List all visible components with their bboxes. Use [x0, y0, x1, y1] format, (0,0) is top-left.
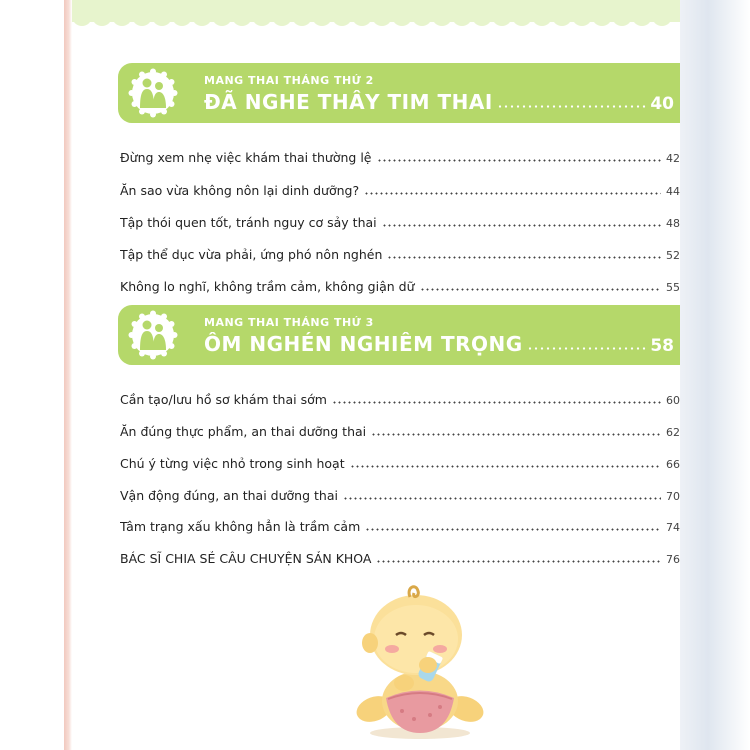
toc-entry[interactable] — [120, 551, 680, 566]
dot-leader — [365, 528, 661, 531]
dot-leader — [377, 159, 662, 162]
toc-entry[interactable] — [120, 150, 680, 165]
dot-leader — [343, 497, 661, 500]
dot-leader — [376, 560, 661, 563]
dot-leader — [527, 347, 647, 350]
section-title: ỐM NGHÉN NGHIÊM TRỌNG — [204, 332, 523, 356]
toc-entry-text: Đừng xem nhẹ việc khám thai thường lệ — [120, 150, 372, 165]
toc-entry[interactable] — [120, 183, 680, 198]
toc-entry-text: Tập thói quen tốt, tránh nguy cơ sảy thai — [120, 215, 377, 230]
toc-entry-page: 76 — [666, 553, 680, 566]
toc-entry[interactable] — [120, 488, 680, 503]
toc-entry-text: Ăn sao vừa không nôn lại dinh dưỡng? — [120, 183, 360, 198]
toc-entry[interactable] — [120, 215, 680, 230]
section-page-number: 40 — [650, 94, 674, 114]
toc-entry-page: 70 — [666, 490, 680, 503]
toc-entry-text: Chú ý từng việc nhỏ trong sinh hoạt — [120, 456, 345, 471]
toc-entry-page: 60 — [666, 394, 680, 407]
outer-margin — [0, 0, 66, 750]
section-header-month-3 — [118, 305, 680, 365]
toc-entry-page: 66 — [666, 458, 680, 471]
toc-entry[interactable] — [120, 456, 680, 471]
dot-leader — [364, 192, 661, 195]
section-title: ĐÃ NGHE THẤY TIM THAI — [204, 90, 493, 114]
family-silhouette-icon — [128, 68, 178, 118]
section-title-row[interactable] — [204, 332, 674, 356]
toc-entry[interactable] — [120, 519, 680, 534]
toc-entry-text: Không lo nghĩ, không trầm cảm, không giận dữ — [120, 279, 415, 294]
dot-leader — [497, 105, 647, 108]
toc-entry-page: 44 — [666, 185, 680, 198]
page-spine-edge — [64, 0, 72, 750]
toc-entry-page: 62 — [666, 426, 680, 439]
baby-illustration — [352, 583, 487, 743]
dot-leader — [382, 224, 661, 227]
dot-leader — [387, 256, 661, 259]
toc-entry-text: Vận động đúng, an thai dưỡng thai — [120, 488, 338, 503]
toc-entry[interactable] — [120, 424, 680, 439]
dot-leader — [332, 401, 661, 404]
section-title-row[interactable] — [204, 90, 674, 114]
toc-entry-text: Ăn đúng thực phẩm, an thai dưỡng thai — [120, 424, 367, 439]
toc-entry-text: Tập thể dục vừa phải, ứng phó nôn nghén — [120, 247, 383, 262]
page-right-edge — [680, 0, 750, 750]
toc-entry-page: 42 — [666, 152, 680, 165]
section-subtitle: MANG THAI THÁNG THỨ 3 — [204, 316, 374, 329]
toc-entry[interactable] — [120, 279, 680, 294]
scallop-border — [72, 14, 680, 30]
family-silhouette-icon — [128, 310, 178, 360]
section-header-month-2 — [118, 63, 680, 123]
toc-entry-text: Tâm trạng xấu không hẳn là trầm cảm — [120, 519, 361, 534]
dot-leader — [350, 465, 661, 468]
dot-leader — [420, 288, 662, 291]
dot-leader — [371, 433, 661, 436]
toc-entry-page: 48 — [666, 217, 680, 230]
toc-entry[interactable] — [120, 392, 680, 407]
toc-entry-text: Cần tạo/lưu hồ sơ khám thai sớm — [120, 392, 327, 407]
toc-entry[interactable] — [120, 247, 680, 262]
toc-entry-text: BÁC SĨ CHIA SẺ CÂU CHUYỆN SẢN KHOA — [120, 551, 372, 566]
section-subtitle: MANG THAI THÁNG THỨ 2 — [204, 74, 374, 87]
toc-entry-page: 55 — [666, 281, 680, 294]
section-page-number: 58 — [650, 336, 674, 356]
toc-entry-page: 74 — [666, 521, 680, 534]
toc-entry-page: 52 — [666, 249, 680, 262]
